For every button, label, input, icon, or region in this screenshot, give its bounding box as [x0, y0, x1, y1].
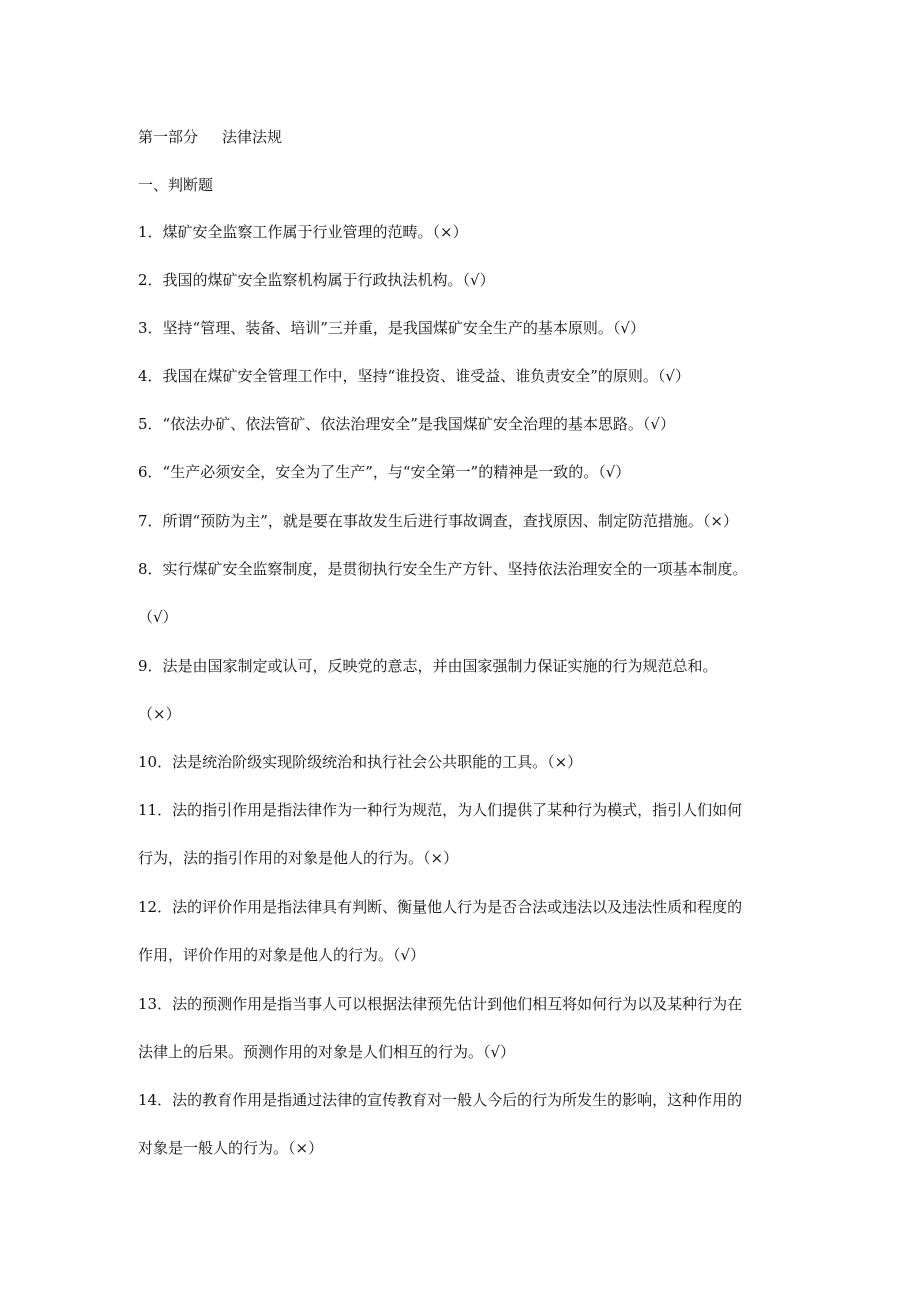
text-line: 7．所谓“预防为主”，就是要在事故发生后进行事故调查，查找原因、制定防范措施。（×） — [138, 512, 738, 530]
part-number: 第一部分 — [138, 128, 199, 146]
text-line: 9．法是由国家制定或认可，反映党的意志，并由国家强制力保证实施的行为规范总和。 — [138, 657, 718, 675]
text-line: 12．法的评价作用是指法律具有判断、衡量他人行为是否合法或违法以及违法性质和程度的 — [138, 898, 743, 916]
text-line: 法律上的后果。预测作用的对象是人们相互的行为。（√） — [138, 1043, 516, 1061]
text-line: 1．煤矿安全监察工作属于行业管理的范畴。（×） — [138, 223, 468, 241]
text-line: 5．“依法办矿、依法管矿、依法治理安全”是我国煤矿安全治理的基本思路。（√） — [138, 415, 675, 433]
text-line: 作用，评价作用的对象是他人的行为。（√） — [138, 946, 426, 964]
text-line: 4．我国在煤矿安全管理工作中，坚持“谁投资、谁受益、谁负责安全”的原则。（√） — [138, 367, 690, 385]
text-line: 8．实行煤矿安全监察制度，是贯彻执行安全生产方针、坚持依法治理安全的一项基本制度。 — [138, 560, 748, 578]
text-line: 11．法的指引作用是指法律作为一种行为规范，为人们提供了某种行为模式，指引人们如何 — [138, 801, 743, 819]
text-line: 3．坚持“管理、装备、培训”三并重，是我国煤矿安全生产的基本原则。（√） — [138, 319, 645, 337]
text-line: （√） — [138, 608, 178, 626]
text-line: 14．法的教育作用是指通过法律的宣传教育对一般人今后的行为所发生的影响，这种作用的 — [138, 1091, 743, 1109]
text-line: 行为，法的指引作用的对象是他人的行为。（×） — [138, 849, 459, 867]
text-line: 2．我国的煤矿安全监察机构属于行政执法机构。（√） — [138, 271, 495, 289]
text-line: 6．“生产必须安全，安全为了生产”，与“安全第一”的精神是一致的。（√） — [138, 463, 631, 481]
text-line: 10．法是统治阶级实现阶级统治和执行社会公共职能的工具。（×） — [138, 753, 583, 771]
text-line: 13．法的预测作用是指当事人可以根据法律预先估计到他们相互将如何行为以及某种行为在 — [138, 995, 743, 1013]
section-title: 一、判断题 — [138, 176, 214, 194]
text-line: （×） — [138, 705, 181, 723]
text-line: 对象是一般人的行为。（×） — [138, 1139, 324, 1157]
part-title: 法律法规 — [222, 128, 283, 146]
part-heading — [138, 127, 788, 147]
